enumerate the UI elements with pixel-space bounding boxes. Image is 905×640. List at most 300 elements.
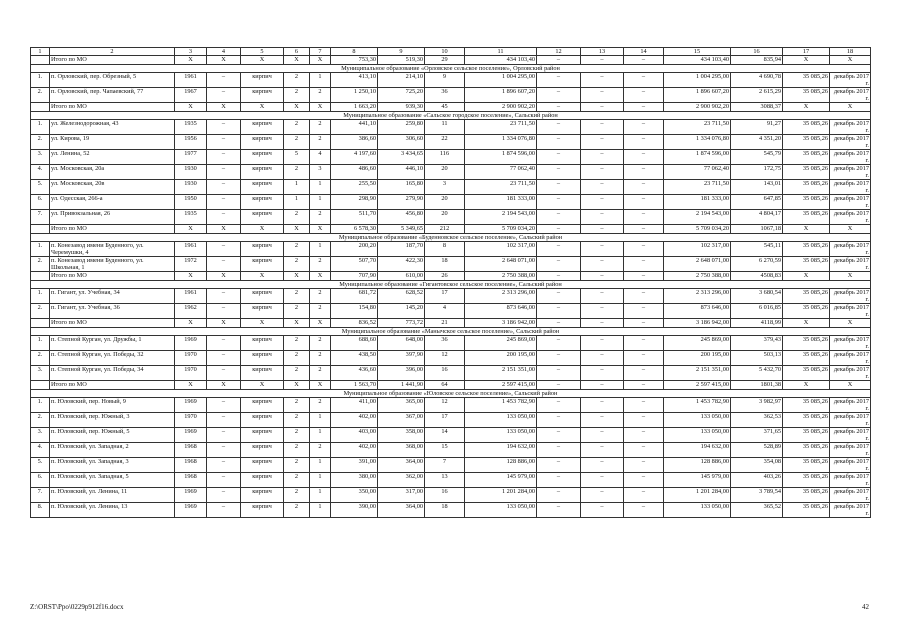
table-cell: кирпич xyxy=(241,488,284,503)
table-cell: 1 896 607,20 xyxy=(465,88,537,103)
table-cell: – xyxy=(537,473,581,488)
table-cell: 2. xyxy=(31,257,50,272)
table-cell: декабрь 2017 г. xyxy=(830,488,871,503)
table-cell: X xyxy=(783,56,830,65)
table-cell: 1 004 295,00 xyxy=(465,73,537,88)
table-cell: 259,80 xyxy=(378,120,425,135)
table-cell: 18 xyxy=(425,257,465,272)
table-cell: – xyxy=(207,73,241,88)
table-cell: 181 333,00 xyxy=(465,195,537,210)
table-cell: – xyxy=(537,304,581,319)
table-cell: 2 xyxy=(284,210,310,225)
table-cell: 4 690,78 xyxy=(731,73,783,88)
table-cell: – xyxy=(537,351,581,366)
table-cell: декабрь 2017 г. xyxy=(830,503,871,518)
table-cell: – xyxy=(581,351,624,366)
table-cell: – xyxy=(537,165,581,180)
table-cell: X xyxy=(207,319,241,328)
table-cell: 36 xyxy=(425,88,465,103)
table-cell: 1 663,20 xyxy=(331,103,378,112)
table-cell: – xyxy=(581,289,624,304)
table-cell: 2 900 902,20 xyxy=(465,103,537,112)
table-cell: 2 xyxy=(310,257,331,272)
table-cell: – xyxy=(624,135,664,150)
table-cell: – xyxy=(537,381,581,390)
table-cell: 1969 xyxy=(175,336,207,351)
table-cell: 1950 xyxy=(175,195,207,210)
table-cell: декабрь 2017 г. xyxy=(830,150,871,165)
table-cell: – xyxy=(581,56,624,65)
table-cell: 2. xyxy=(31,304,50,319)
table-cell: 36 xyxy=(425,336,465,351)
table-cell: 1 453 782,90 xyxy=(664,398,731,413)
table-cell: 396,00 xyxy=(378,366,425,381)
table-cell: X xyxy=(175,319,207,328)
table-cell: 2 xyxy=(284,336,310,351)
column-number-cell: 16 xyxy=(731,48,783,56)
table-cell: 1967 xyxy=(175,88,207,103)
table-cell: 413,10 xyxy=(331,73,378,88)
table-cell: X xyxy=(175,56,207,65)
total-row xyxy=(31,225,871,234)
table-row xyxy=(31,73,871,88)
total-row xyxy=(31,319,871,328)
table-cell: – xyxy=(624,366,664,381)
section-title: Муниципальное образование «Манычское сельское поселение», Сальский район xyxy=(31,328,871,336)
table-cell: 1 xyxy=(310,428,331,443)
table-cell: 397,90 xyxy=(378,351,425,366)
table-cell xyxy=(31,319,50,328)
table-cell: декабрь 2017 г. xyxy=(830,428,871,443)
table-cell: 1. xyxy=(31,398,50,413)
table-cell: 1970 xyxy=(175,413,207,428)
table-cell: – xyxy=(581,336,624,351)
column-number-cell: 14 xyxy=(624,48,664,56)
table-cell: Итого по МО xyxy=(50,225,175,234)
column-number-cell: 15 xyxy=(664,48,731,56)
table-cell: – xyxy=(207,428,241,443)
table-cell: 9 xyxy=(425,73,465,88)
table-cell: 380,00 xyxy=(331,473,378,488)
table-cell: 4508,83 xyxy=(731,272,783,281)
table-cell: декабрь 2017 г. xyxy=(830,289,871,304)
table-cell: 3 680,54 xyxy=(731,289,783,304)
table-cell: 386,60 xyxy=(331,135,378,150)
table-cell: 172,75 xyxy=(731,165,783,180)
table-cell: – xyxy=(537,319,581,328)
table-cell: декабрь 2017 г. xyxy=(830,195,871,210)
table-cell: 1930 xyxy=(175,165,207,180)
table-cell: 2 xyxy=(284,428,310,443)
table-cell: 133 050,00 xyxy=(664,503,731,518)
table-cell: 245 869,00 xyxy=(465,336,537,351)
table-cell: декабрь 2017 г. xyxy=(830,398,871,413)
table-row xyxy=(31,180,871,195)
table-cell: декабрь 2017 г. xyxy=(830,413,871,428)
table-cell: – xyxy=(581,195,624,210)
table-cell: – xyxy=(624,165,664,180)
table-cell: 2 xyxy=(284,351,310,366)
table-cell: 836,52 xyxy=(331,319,378,328)
table-cell: 17 xyxy=(425,413,465,428)
column-number-cell: 3 xyxy=(175,48,207,56)
table-cell: кирпич xyxy=(241,195,284,210)
table-cell: декабрь 2017 г. xyxy=(830,366,871,381)
table-cell: 20 xyxy=(425,165,465,180)
table-cell: – xyxy=(581,165,624,180)
table-cell: X xyxy=(241,272,284,281)
table-cell: 2. xyxy=(31,351,50,366)
table-cell: X xyxy=(175,381,207,390)
table-cell: 35 085,26 xyxy=(783,398,830,413)
table-cell: 102 317,00 xyxy=(664,242,731,257)
table-cell: декабрь 2017 г. xyxy=(830,88,871,103)
table-cell: 6 270,59 xyxy=(731,257,783,272)
table-cell: – xyxy=(624,242,664,257)
table-cell: – xyxy=(624,443,664,458)
table-cell: – xyxy=(624,272,664,281)
table-row xyxy=(31,304,871,319)
table-cell: – xyxy=(581,225,624,234)
table-cell: 2 xyxy=(310,289,331,304)
table-row xyxy=(31,366,871,381)
table-cell: 128 886,00 xyxy=(664,458,731,473)
table-cell: X xyxy=(310,225,331,234)
table-cell: 3 xyxy=(310,165,331,180)
table-cell: 1 563,70 xyxy=(331,381,378,390)
table-cell: 35 085,26 xyxy=(783,195,830,210)
table-cell: 212 xyxy=(425,225,465,234)
table-cell: 519,30 xyxy=(378,56,425,65)
table-cell: 3 xyxy=(425,180,465,195)
table-cell: 365,52 xyxy=(731,503,783,518)
table-cell: кирпич xyxy=(241,289,284,304)
table-cell: – xyxy=(537,195,581,210)
table-cell: декабрь 2017 г. xyxy=(830,257,871,272)
table-cell: 35 085,26 xyxy=(783,413,830,428)
table-cell: Итого по МО xyxy=(50,272,175,281)
table-cell: 403,26 xyxy=(731,473,783,488)
table-cell: 3 789,54 xyxy=(731,488,783,503)
table-cell: – xyxy=(537,120,581,135)
table-cell: 2 xyxy=(284,257,310,272)
table-cell: 15 xyxy=(425,443,465,458)
table-cell: X xyxy=(783,225,830,234)
table-cell: 279,90 xyxy=(378,195,425,210)
housing-program-table xyxy=(30,47,871,518)
table-cell: 2 xyxy=(284,289,310,304)
table-cell: 1 201 284,00 xyxy=(465,488,537,503)
table-cell: ул. Московская, 20а xyxy=(50,165,175,180)
table-cell: 26 xyxy=(425,272,465,281)
table-cell: п. Юловский, пер. Южный, 5 xyxy=(50,428,175,443)
section-header-row xyxy=(31,281,871,289)
table-cell: п. Орловский, пер. Обрезный, 5 xyxy=(50,73,175,88)
table-cell: 23 711,50 xyxy=(664,120,731,135)
table-cell: X xyxy=(241,56,284,65)
table-cell: кирпич xyxy=(241,443,284,458)
table-cell: 368,00 xyxy=(378,443,425,458)
table-cell: 5 xyxy=(284,150,310,165)
table-cell: 35 085,26 xyxy=(783,443,830,458)
table-cell: 365,00 xyxy=(378,398,425,413)
table-cell: 35 085,26 xyxy=(783,336,830,351)
table-cell: кирпич xyxy=(241,257,284,272)
table-cell: X xyxy=(241,225,284,234)
table-cell: кирпич xyxy=(241,120,284,135)
table-cell: – xyxy=(581,120,624,135)
table-cell: – xyxy=(624,180,664,195)
table-cell: X xyxy=(783,272,830,281)
table-cell: 2 194 543,00 xyxy=(664,210,731,225)
table-cell: кирпич xyxy=(241,473,284,488)
table-cell: – xyxy=(537,488,581,503)
table-cell: кирпич xyxy=(241,242,284,257)
table-cell: – xyxy=(537,225,581,234)
table-cell: 835,94 xyxy=(731,56,783,65)
section-header-row xyxy=(31,112,871,120)
table-cell: X xyxy=(284,56,310,65)
table-cell: 1961 xyxy=(175,242,207,257)
table-cell: 434 103,40 xyxy=(664,56,731,65)
footer-file-path: Z:\ORST\Ppo\0229p912f16.docx xyxy=(30,603,124,611)
table-cell: – xyxy=(624,488,664,503)
table-cell: 1 453 782,90 xyxy=(465,398,537,413)
table-cell: X xyxy=(284,319,310,328)
table-cell: – xyxy=(581,398,624,413)
table-cell: 194 632,00 xyxy=(664,443,731,458)
table-cell: 3. xyxy=(31,150,50,165)
table-cell: 245 869,00 xyxy=(664,336,731,351)
table-cell: 2 313 296,00 xyxy=(664,289,731,304)
table-cell: 1 xyxy=(310,413,331,428)
table-cell: X xyxy=(175,225,207,234)
table-cell: 5 709 034,20 xyxy=(465,225,537,234)
table-cell: 2 xyxy=(284,473,310,488)
table-cell: 7. xyxy=(31,488,50,503)
table-cell: 648,00 xyxy=(378,336,425,351)
table-cell: п. Орловский, пер. Чапаевский, 77 xyxy=(50,88,175,103)
table-cell: 545,11 xyxy=(731,242,783,257)
table-cell: – xyxy=(537,257,581,272)
table-cell: 1935 xyxy=(175,120,207,135)
table-cell: 165,80 xyxy=(378,180,425,195)
table-cell: 133 050,00 xyxy=(465,503,537,518)
table-cell: X xyxy=(783,103,830,112)
table-cell: 29 xyxy=(425,56,465,65)
table-cell: 6. xyxy=(31,473,50,488)
section-header-row xyxy=(31,390,871,398)
table-cell: – xyxy=(624,503,664,518)
table-cell: 422,30 xyxy=(378,257,425,272)
table-cell: декабрь 2017 г. xyxy=(830,73,871,88)
table-cell: – xyxy=(581,366,624,381)
table-cell: 14 xyxy=(425,428,465,443)
table-cell: 511,70 xyxy=(331,210,378,225)
table-cell: 3 434,65 xyxy=(378,150,425,165)
table-cell: 2 xyxy=(284,503,310,518)
table-cell: X xyxy=(284,225,310,234)
column-number-cell: 5 xyxy=(241,48,284,56)
table-cell: – xyxy=(537,413,581,428)
table-cell: декабрь 2017 г. xyxy=(830,443,871,458)
table-cell: 1969 xyxy=(175,488,207,503)
table-cell: – xyxy=(207,135,241,150)
table-cell: 390,00 xyxy=(331,503,378,518)
total-row xyxy=(31,56,871,65)
table-cell: X xyxy=(207,272,241,281)
table-row xyxy=(31,195,871,210)
table-cell: 2 xyxy=(310,443,331,458)
section-title: Муниципальное образование «Гигантовское сельское поселение», Сальский район xyxy=(31,281,871,289)
table-cell: п. Степной Курган, ул. Победы, 32 xyxy=(50,351,175,366)
table-cell: 7 xyxy=(425,458,465,473)
table-cell: ул. Железнодорожная, 43 xyxy=(50,120,175,135)
table-cell: 1977 xyxy=(175,150,207,165)
table-cell: – xyxy=(537,56,581,65)
table-row xyxy=(31,351,871,366)
table-cell: 3. xyxy=(31,366,50,381)
table-cell: X xyxy=(310,272,331,281)
table-cell: 1 xyxy=(284,195,310,210)
table-cell: п. Юловский, ул. Западная, 5 xyxy=(50,473,175,488)
table-cell: 2 xyxy=(310,135,331,150)
table-row xyxy=(31,257,871,272)
table-cell: 4. xyxy=(31,165,50,180)
table-cell: 2 194 543,00 xyxy=(465,210,537,225)
table-cell: декабрь 2017 г. xyxy=(830,304,871,319)
table-cell: 411,00 xyxy=(331,398,378,413)
column-number-cell: 13 xyxy=(581,48,624,56)
table-cell: п. Гигант, ул. Учебная, 34 xyxy=(50,289,175,304)
table-cell: ул. Одесская, 266-а xyxy=(50,195,175,210)
table-cell: декабрь 2017 г. xyxy=(830,351,871,366)
table-cell: – xyxy=(624,319,664,328)
table-cell: 403,00 xyxy=(331,428,378,443)
table-row xyxy=(31,88,871,103)
table-cell: 45 xyxy=(425,103,465,112)
table-cell: 379,43 xyxy=(731,336,783,351)
table-cell: 1 xyxy=(310,195,331,210)
section-header-row xyxy=(31,65,871,73)
table-cell: 5. xyxy=(31,180,50,195)
table-cell: 2 xyxy=(284,120,310,135)
table-cell: 3 982,97 xyxy=(731,398,783,413)
table-cell: – xyxy=(624,351,664,366)
table-cell: 2 xyxy=(310,336,331,351)
column-number-cell: 8 xyxy=(331,48,378,56)
table-cell: 1970 xyxy=(175,351,207,366)
table-cell: 22 xyxy=(425,135,465,150)
table-cell: кирпич xyxy=(241,351,284,366)
table-cell: 2. xyxy=(31,135,50,150)
table-cell: X xyxy=(241,381,284,390)
table-cell xyxy=(31,381,50,390)
table-cell: 4118,99 xyxy=(731,319,783,328)
table-cell: – xyxy=(581,304,624,319)
table-cell: 507,70 xyxy=(331,257,378,272)
table-cell: 371,65 xyxy=(731,428,783,443)
table-cell: 5 709 034,20 xyxy=(664,225,731,234)
table-cell: 143,01 xyxy=(731,180,783,195)
table-row xyxy=(31,428,871,443)
table-cell: – xyxy=(581,428,624,443)
table-cell: – xyxy=(537,366,581,381)
table-cell: 1961 xyxy=(175,289,207,304)
table-cell: 628,52 xyxy=(378,289,425,304)
table-cell: 1969 xyxy=(175,503,207,518)
table-cell: – xyxy=(207,257,241,272)
table-cell: п. Юловский, пер. Южный, 3 xyxy=(50,413,175,428)
table-cell: 434 103,40 xyxy=(465,56,537,65)
table-cell: 647,85 xyxy=(731,195,783,210)
table-cell: – xyxy=(581,272,624,281)
table-cell: 35 085,26 xyxy=(783,351,830,366)
section-title: Муниципальное образование «Орловское сельское поселение», Орловский район xyxy=(31,65,871,73)
table-cell: 688,60 xyxy=(331,336,378,351)
table-cell: – xyxy=(581,473,624,488)
table-cell: 5 432,70 xyxy=(731,366,783,381)
table-cell: 8. xyxy=(31,503,50,518)
table-cell: кирпич xyxy=(241,180,284,195)
table-cell: 1 xyxy=(310,180,331,195)
table-cell: кирпич xyxy=(241,304,284,319)
table-cell: X xyxy=(310,56,331,65)
table-cell: X xyxy=(783,319,830,328)
table-cell: X xyxy=(207,56,241,65)
table-cell: 1961 xyxy=(175,73,207,88)
table-cell: 3 186 942,00 xyxy=(664,319,731,328)
table-cell: – xyxy=(537,150,581,165)
table-cell: – xyxy=(207,165,241,180)
table-cell xyxy=(31,103,50,112)
table-cell: 1 xyxy=(310,242,331,257)
table-cell: – xyxy=(207,88,241,103)
table-cell: 20 xyxy=(425,210,465,225)
table-cell: 4 197,60 xyxy=(331,150,378,165)
table-cell: 6 578,30 xyxy=(331,225,378,234)
table-cell: 367,00 xyxy=(378,413,425,428)
table-cell: 362,00 xyxy=(378,473,425,488)
table-cell: 35 085,26 xyxy=(783,165,830,180)
table-cell: 2. xyxy=(31,413,50,428)
table-cell: – xyxy=(581,73,624,88)
total-row xyxy=(31,103,871,112)
table-cell: – xyxy=(537,272,581,281)
table-cell: 2 615,29 xyxy=(731,88,783,103)
table-cell: – xyxy=(537,210,581,225)
table-cell: 2 xyxy=(310,88,331,103)
table-cell: X xyxy=(207,103,241,112)
column-number-cell: 17 xyxy=(783,48,830,56)
table-cell: X xyxy=(830,225,871,234)
table-cell: 145 979,00 xyxy=(465,473,537,488)
table-cell: 725,20 xyxy=(378,88,425,103)
table-cell: Итого по МО xyxy=(50,103,175,112)
table-cell: – xyxy=(581,103,624,112)
table-cell: 503,13 xyxy=(731,351,783,366)
table-cell: 1 xyxy=(310,488,331,503)
table-cell: кирпич xyxy=(241,503,284,518)
table-cell: Итого по МО xyxy=(50,56,175,65)
table-cell: 194 632,00 xyxy=(465,443,537,458)
table-cell: декабрь 2017 г. xyxy=(830,165,871,180)
table-cell: 1972 xyxy=(175,257,207,272)
table-cell: – xyxy=(207,473,241,488)
column-number-row xyxy=(31,48,871,56)
table-cell: – xyxy=(207,443,241,458)
table-cell: – xyxy=(207,503,241,518)
